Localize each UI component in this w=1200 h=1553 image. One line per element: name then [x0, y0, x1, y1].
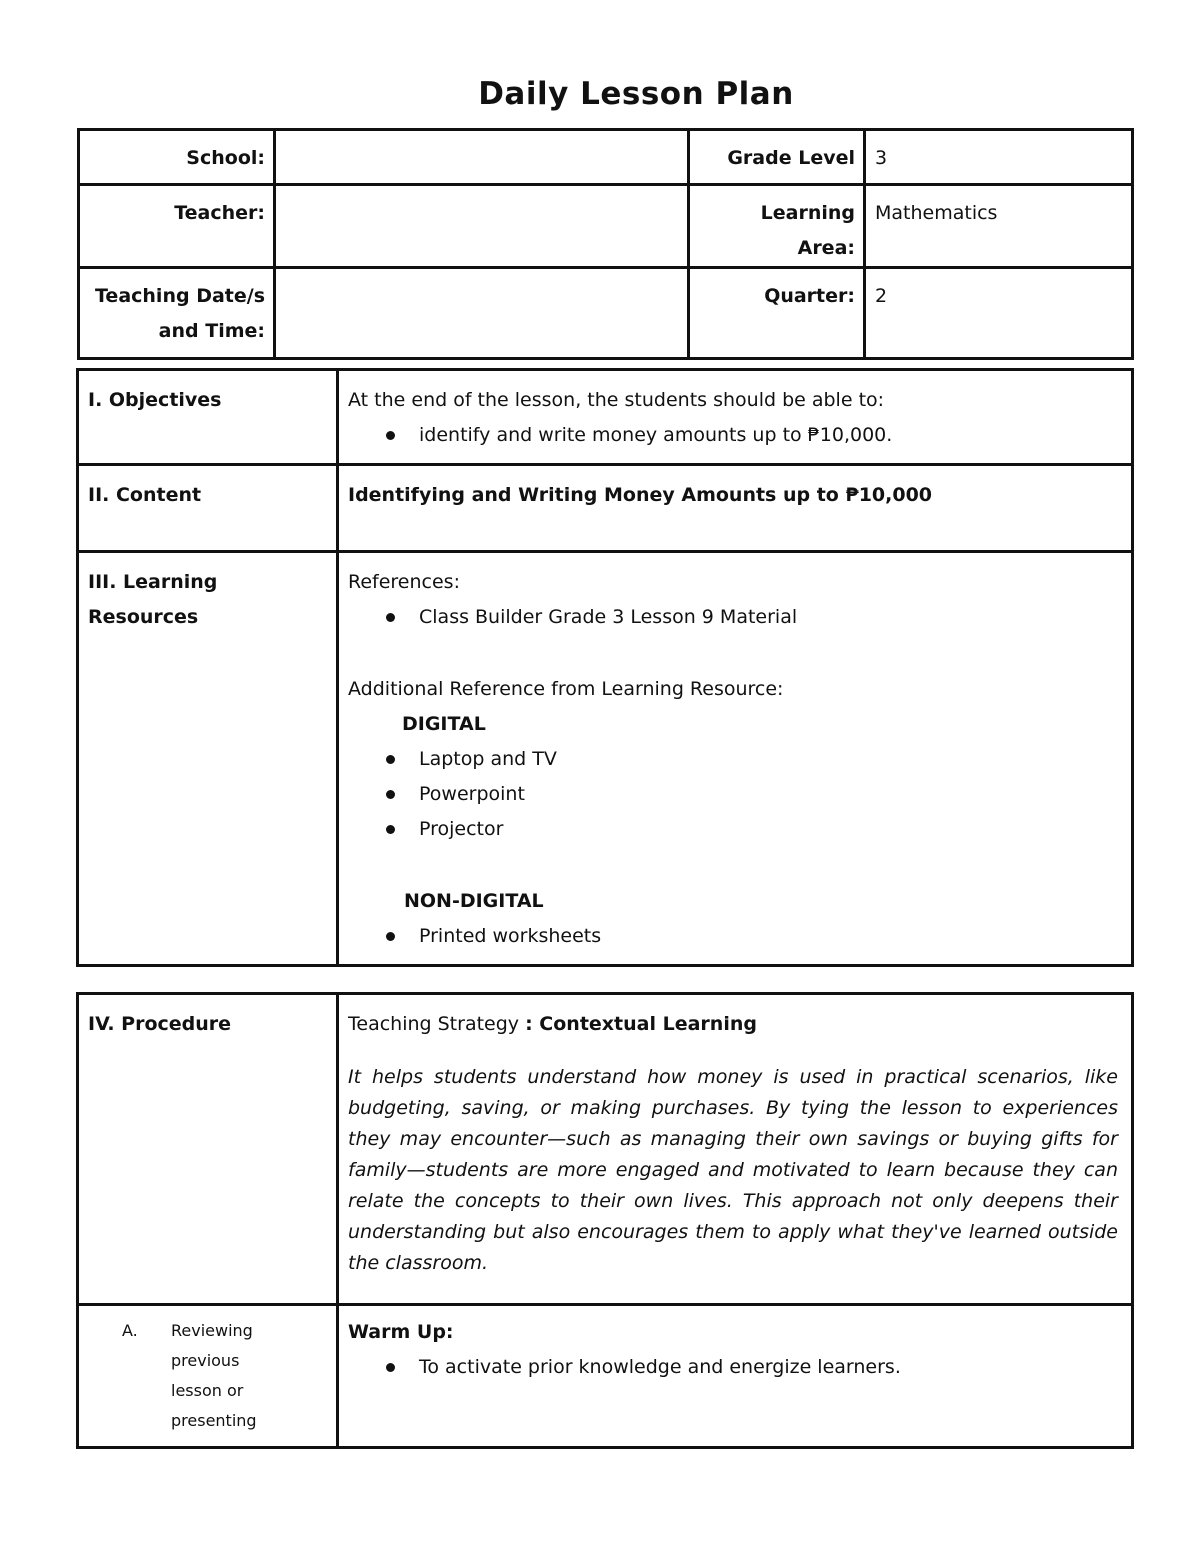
learning-area-value[interactable]: Mathematics — [865, 185, 1133, 268]
resources-cell — [338, 552, 1133, 966]
digital-item: Powerpoint — [348, 777, 1121, 812]
step-a-letter: A. — [122, 1321, 138, 1340]
grade-level-label: Grade Level — [689, 130, 865, 185]
step-a-line2: lesson or presenting — [171, 1381, 257, 1430]
content-text: Identifying and Writing Money Amounts up to ₱10,000 — [338, 465, 1133, 552]
header-row-teacher — [79, 185, 1133, 268]
strategy-description: It helps students understand how money is used in practical scenarios, like budgeting, saving, or making purchases. By tying the lesson to experiences they may encounter—such as managing their own savings or buying gifts for family—students are more engaged and motivated to learn because they can relate the concepts to their own lives. This approach not only deepens their understanding but also encourages them to apply what they've learned outside the classroom. — [348, 1066, 1118, 1274]
teacher-label: Teacher: — [79, 185, 275, 268]
teaching-strategy — [348, 1007, 1121, 1042]
learning-area-label: Learning Area: — [689, 185, 865, 268]
resources-label: III. Learning Resources — [78, 552, 338, 966]
school-label: School: — [79, 130, 275, 185]
digital-item: Projector — [348, 812, 1121, 847]
quarter-value[interactable]: 2 — [865, 268, 1133, 359]
non-digital-heading: NON-DIGITAL — [404, 890, 544, 912]
objective-item: identify and write money amounts up to ₱10,000. — [348, 418, 1121, 453]
grade-level-value[interactable]: 3 — [865, 130, 1133, 185]
warmup-cell — [338, 1305, 1133, 1448]
content-label: II. Content — [78, 465, 338, 552]
resources-row — [78, 552, 1133, 966]
school-value[interactable] — [275, 130, 689, 185]
header-row-school — [79, 130, 1133, 185]
quarter-label: Quarter: — [689, 268, 865, 359]
objectives-label: I. Objectives — [78, 370, 338, 465]
non-digital-item: Printed worksheets — [348, 919, 1121, 954]
reference-item: Class Builder Grade 3 Lesson 9 Material — [348, 600, 1121, 635]
teaching-strategy-name: Contextual Learning — [539, 1013, 757, 1035]
teaching-strategy-separator: : — [525, 1013, 540, 1035]
procedure-table — [76, 992, 1134, 1449]
procedure-row — [78, 994, 1133, 1305]
content-row — [78, 465, 1133, 552]
procedure-step-a-row — [78, 1305, 1133, 1448]
references-list — [348, 600, 1121, 635]
header-info-table — [77, 128, 1134, 360]
procedure-label: IV. Procedure — [78, 994, 338, 1305]
teaching-date-label-line1: Teaching Date/s — [95, 285, 265, 307]
additional-reference-label: Additional Reference from Learning Resource: — [348, 678, 784, 700]
warmup-item: To activate prior knowledge and energize learners. — [348, 1350, 1121, 1385]
warmup-label: Warm Up: — [348, 1321, 454, 1343]
objectives-row — [78, 370, 1133, 465]
objectives-list — [348, 418, 1121, 453]
step-a-label — [88, 1316, 326, 1436]
teaching-strategy-prefix: Teaching Strategy — [348, 1013, 526, 1035]
teaching-date-label — [79, 268, 275, 359]
references-label: References: — [348, 571, 460, 593]
non-digital-list — [348, 919, 1121, 954]
step-a-label-cell — [78, 1305, 338, 1448]
digital-heading: DIGITAL — [402, 713, 486, 735]
procedure-cell — [338, 994, 1133, 1305]
digital-item: Laptop and TV — [348, 742, 1121, 777]
document-title: Daily Lesson Plan — [478, 76, 794, 112]
lesson-sections-table — [76, 368, 1134, 967]
teacher-value[interactable] — [275, 185, 689, 268]
digital-list — [348, 742, 1121, 847]
teaching-date-label-line2: and Time: — [158, 320, 265, 342]
warmup-list — [348, 1350, 1121, 1385]
teaching-date-value[interactable] — [275, 268, 689, 359]
step-a-line1: Reviewing previous — [171, 1321, 253, 1370]
objectives-cell — [338, 370, 1133, 465]
objectives-intro: At the end of the lesson, the students should be able to: — [348, 389, 885, 411]
header-row-date — [79, 268, 1133, 359]
